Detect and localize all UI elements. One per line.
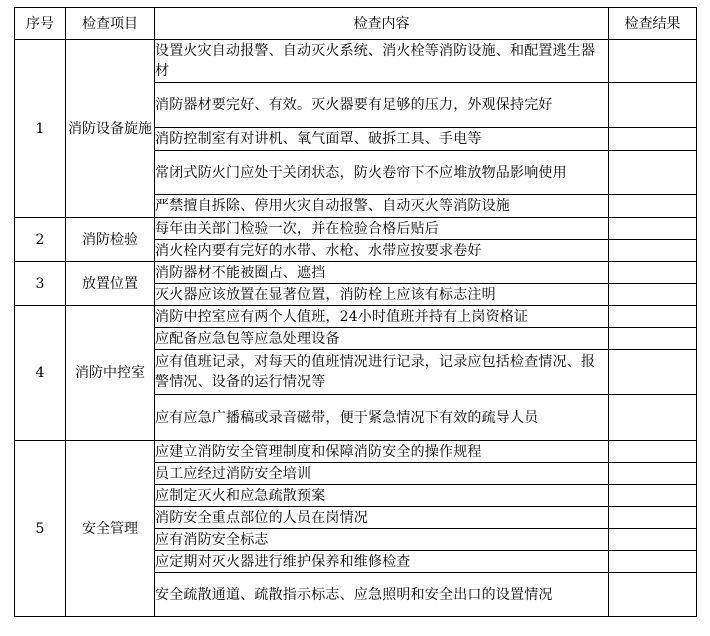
section-item: 消防检验 [66, 218, 155, 262]
result-cell[interactable] [609, 463, 697, 485]
result-cell[interactable] [609, 507, 697, 529]
check-content: 应有消防安全标志 [155, 529, 609, 551]
check-content: 消防安全重点部位的人员在岗情况 [155, 507, 609, 529]
table-row [15, 262, 697, 284]
table-row [15, 441, 697, 463]
check-content: 设置火灾自动报警、自动灭火系统、消火栓等消防设施、和配置逃生器材 [155, 40, 609, 83]
header-item: 检查项目 [66, 8, 155, 40]
check-content: 消防器材要完好、有效。灭火器要有足够的压力，外观保持完好 [155, 83, 609, 128]
result-cell[interactable] [609, 83, 697, 128]
check-content: 消防器材不能被圈占、遮挡 [155, 262, 609, 284]
result-cell[interactable] [609, 151, 697, 195]
result-cell[interactable] [609, 128, 697, 151]
result-cell[interactable] [609, 350, 697, 395]
result-cell[interactable] [609, 306, 697, 328]
result-cell[interactable] [609, 40, 697, 83]
header-no: 序号 [15, 8, 66, 40]
check-content: 消防控制室有对讲机、氧气面罩、破拆工具、手电等 [155, 128, 609, 151]
check-content: 应配备应急包等应急处理设备 [155, 328, 609, 350]
header-row [15, 8, 697, 40]
check-content: 应有应急广播稿或录音磁带，便于紧急情况下有效的疏导人员 [155, 395, 609, 441]
section-item: 消防设备旋施 [66, 40, 155, 218]
section-item: 放置位置 [66, 262, 155, 306]
result-cell[interactable] [609, 573, 697, 617]
section-item: 安全管理 [66, 441, 155, 617]
check-content: 灭火器应该放置在显著位置，消防栓上应该有标志注明 [155, 284, 609, 306]
check-content: 应制定灭火和应急疏散预案 [155, 485, 609, 507]
check-content: 应定期对灭火器进行维护保养和维修检查 [155, 551, 609, 573]
check-content: 严禁擅自拆除、停用火灾自动报警、自动灭火等消防设施 [155, 195, 609, 218]
check-content: 常闭式防火门应处于关闭状态，防火卷帘下不应堆放物品影响使用 [155, 151, 609, 195]
result-cell[interactable] [609, 551, 697, 573]
inspection-table [14, 7, 697, 617]
check-content: 应建立消防安全管理制度和保障消防安全的操作规程 [155, 441, 609, 463]
check-content: 应有值班记录，对每天的值班情况进行记录，记录应包括检查情况、报警情况、设备的运行情况等 [155, 350, 609, 395]
section-number: 2 [15, 218, 66, 262]
table-row [15, 40, 697, 83]
section-number: 5 [15, 441, 66, 617]
result-cell[interactable] [609, 328, 697, 350]
check-content: 安全疏散通道、疏散指示标志、应急照明和安全出口的设置情况 [155, 573, 609, 617]
header-result: 检查结果 [609, 8, 697, 40]
table-row [15, 306, 697, 328]
table-row [15, 218, 697, 240]
check-content: 消防中控室应有两个人值班，24小时值班并持有上岗资格证 [155, 306, 609, 328]
section-item: 消防中控室 [66, 306, 155, 441]
result-cell[interactable] [609, 395, 697, 441]
section-number: 4 [15, 306, 66, 441]
result-cell[interactable] [609, 240, 697, 262]
inspection-table-wrapper [14, 7, 697, 617]
result-cell[interactable] [609, 218, 697, 240]
section-number: 3 [15, 262, 66, 306]
result-cell[interactable] [609, 284, 697, 306]
header-content: 检查内容 [155, 8, 609, 40]
result-cell[interactable] [609, 195, 697, 218]
result-cell[interactable] [609, 262, 697, 284]
result-cell[interactable] [609, 441, 697, 463]
check-content: 消火栓内要有完好的水带、水枪、水带应按要求卷好 [155, 240, 609, 262]
result-cell[interactable] [609, 485, 697, 507]
check-content: 每年由关部门检验一次，并在检验合格后贴后 [155, 218, 609, 240]
result-cell[interactable] [609, 529, 697, 551]
check-content: 员工应经过消防安全培训 [155, 463, 609, 485]
section-number: 1 [15, 40, 66, 218]
